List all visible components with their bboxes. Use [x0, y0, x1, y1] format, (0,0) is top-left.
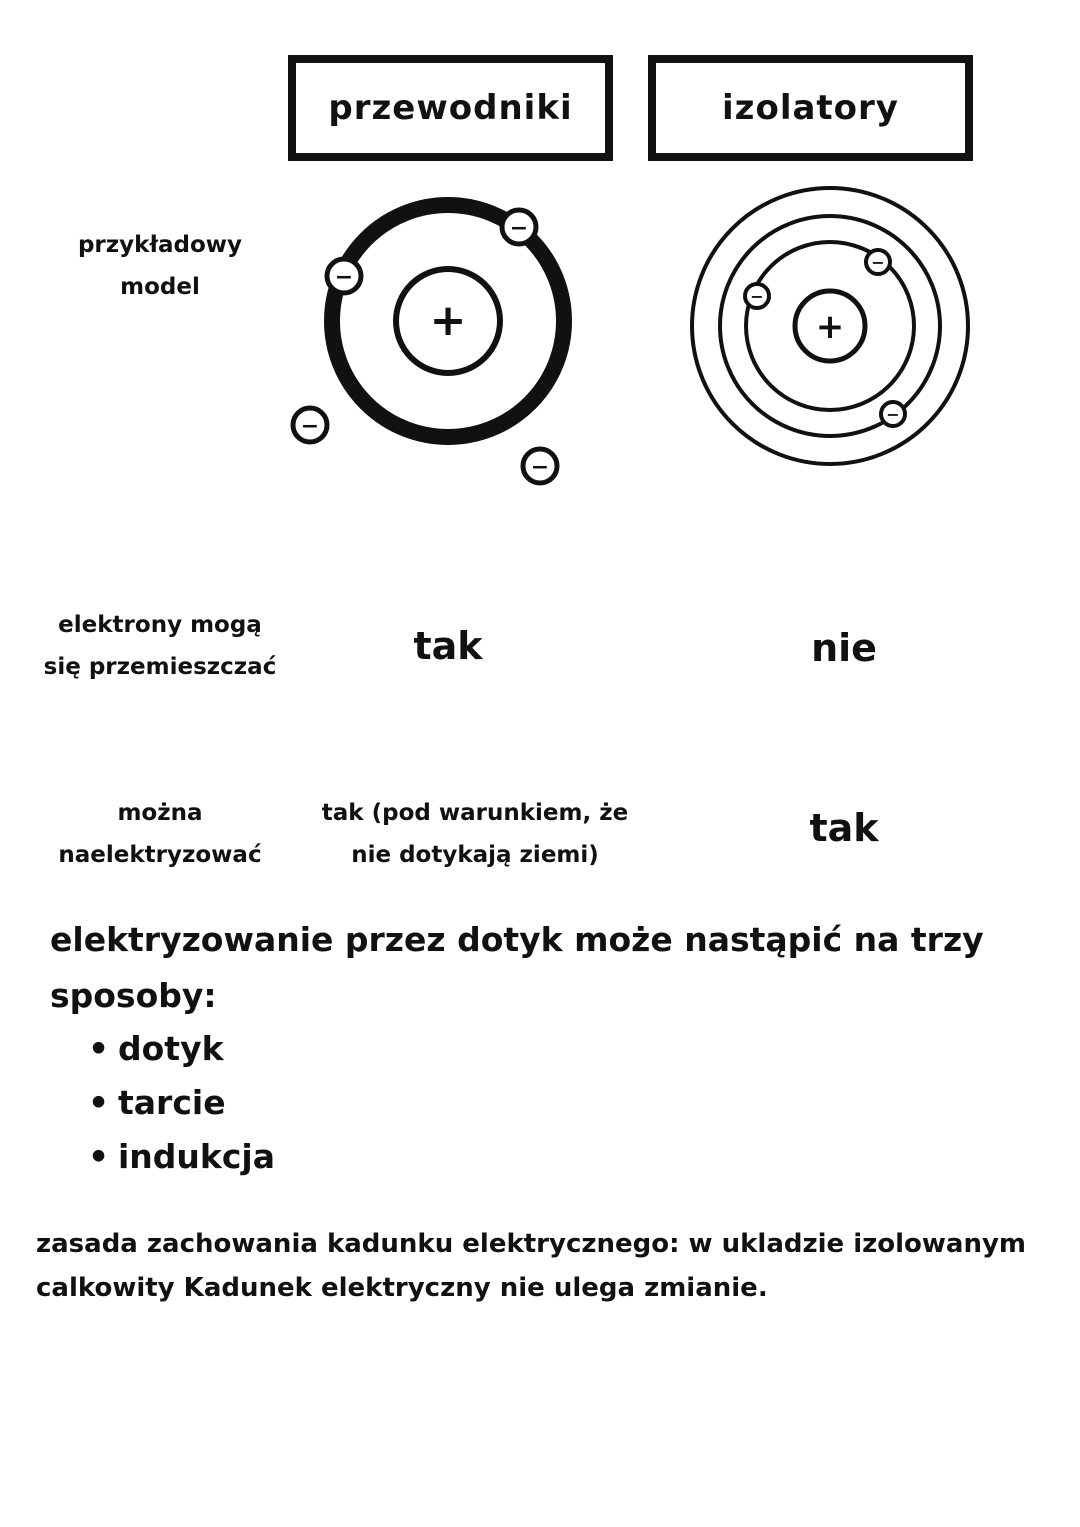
insulator-nucleus-sign: +	[815, 307, 845, 347]
electrons-move-insulators-value: nie	[811, 626, 877, 670]
methods-intro-line2: sposoby:	[50, 976, 217, 1015]
row-label-electrons-move-line2: się przemieszczać	[43, 654, 277, 680]
methods-intro-line1: elektryzowanie przez dotyk może nastąpić na trzy	[50, 920, 984, 959]
header-conductors	[288, 55, 613, 161]
list-item: • tarcie	[88, 1076, 688, 1130]
row-label-model-line1: przykładowy	[77, 232, 243, 258]
svg-text:−: −	[871, 253, 885, 272]
charge-conservation-law	[36, 1222, 1066, 1310]
row-label-can-electrify-line1: można	[117, 800, 203, 826]
insulator-electron	[745, 284, 769, 308]
conductor-free-electron	[293, 408, 327, 442]
svg-text:−: −	[530, 455, 550, 480]
svg-text:−: −	[509, 216, 529, 241]
header-conductors-label: przewodniki	[328, 88, 573, 128]
methods-list	[88, 1022, 688, 1184]
list-item: • indukcja	[88, 1130, 688, 1184]
svg-text:−: −	[334, 265, 354, 290]
insulator-electron	[881, 402, 905, 426]
conductor-electron	[502, 210, 536, 244]
list-item: • dotyk	[88, 1022, 688, 1076]
can-electrify-conductors-value	[300, 792, 650, 876]
insulator-electron	[866, 250, 890, 274]
can-electrify-conductors-line2: nie dotykają ziemi)	[351, 842, 599, 868]
row-label-electrons-move-line1: elektrony mogą	[58, 612, 262, 638]
row-label-model	[40, 224, 280, 308]
row-label-model-line2: model	[120, 274, 200, 300]
conductor-electron	[327, 259, 361, 293]
methods-intro	[50, 912, 1050, 1024]
conductor-atom-diagram	[280, 180, 600, 500]
can-electrify-conductors-line1: tak (pod warunkiem, że	[321, 800, 629, 826]
conductor-free-electron	[523, 449, 557, 483]
svg-text:−: −	[300, 414, 320, 439]
header-insulators	[648, 55, 973, 161]
row-label-can-electrify-line2: naelektryzować	[58, 842, 262, 868]
svg-text:−: −	[750, 287, 764, 306]
electrons-move-conductors-value: tak	[413, 624, 483, 668]
row-label-electrons-move	[20, 604, 300, 688]
header-insulators-label: izolatory	[722, 88, 899, 128]
charge-conservation-line1: zasada zachowania kadunku elektrycznego: w ukladzie izolowanym	[36, 1229, 1027, 1259]
insulator-atom-diagram	[680, 178, 980, 478]
svg-text:−: −	[886, 405, 900, 424]
can-electrify-insulators-value: tak	[809, 806, 879, 850]
charge-conservation-line2: calkowity Kadunek elektryczny nie ulega zmianie.	[36, 1273, 768, 1303]
row-label-can-electrify	[30, 792, 290, 876]
conductor-nucleus-sign: +	[429, 295, 467, 346]
